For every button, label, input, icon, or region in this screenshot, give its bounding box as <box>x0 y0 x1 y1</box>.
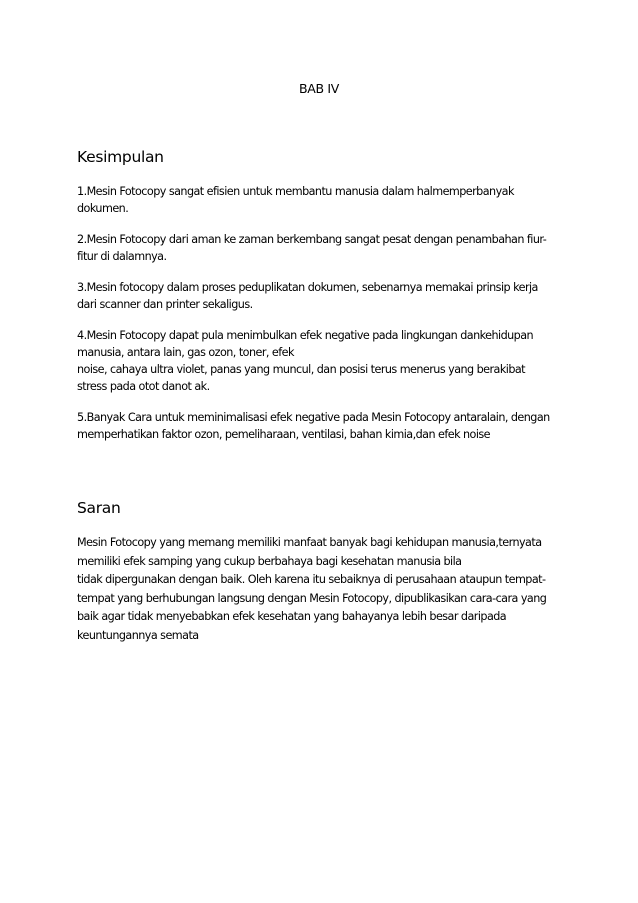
kesimpulan-item-4-line-4: stress pada otot danot ak. <box>77 380 210 393</box>
saran-line-4: tempat yang berhubungan langsung dengan Mesin Fotocopy, dipublikasikan cara-cara yang <box>77 591 547 605</box>
kesimpulan-item-4-line-2: manusia, antara lain, gas ozon, toner, efek <box>77 346 294 359</box>
saran-line-6: keuntungannya semata <box>77 628 199 642</box>
kesimpulan-list <box>77 183 572 457</box>
kesimpulan-item-5 <box>77 409 572 443</box>
saran-line-2: memiliki efek samping yang cukup berbahaya bagi kesehatan manusia bila <box>77 554 462 568</box>
saran-paragraph <box>77 534 572 645</box>
kesimpulan-heading: Kesimpulan <box>77 148 164 166</box>
kesimpulan-item-3-line-1: 3.Mesin fotocopy dalam proses peduplikatan dokumen, sebenarnya memakai prinsip kerja <box>77 281 538 294</box>
kesimpulan-item-2 <box>77 231 572 265</box>
saran-line-3: tidak dipergunakan dengan baik. Oleh karena itu sebaiknya di perusahaan ataupun tempat- <box>77 573 546 586</box>
kesimpulan-item-2-line-2: fitur di dalamnya. <box>77 250 167 263</box>
kesimpulan-item-3-line-2: dari scanner dan printer sekaligus. <box>77 298 253 311</box>
kesimpulan-item-1 <box>77 183 572 217</box>
kesimpulan-item-5-line-1: 5.Banyak Cara untuk meminimalisasi efek negative pada Mesin Fotocopy antaralain, dengan <box>77 411 550 424</box>
kesimpulan-item-1-line-2: dokumen. <box>77 202 129 215</box>
kesimpulan-item-4 <box>77 327 572 395</box>
kesimpulan-item-1-line-1: 1.Mesin Fotocopy sangat efisien untuk membantu manusia dalam halmemperbanyak <box>77 185 514 198</box>
kesimpulan-item-3 <box>77 279 572 313</box>
kesimpulan-item-4-line-1: 4.Mesin Fotocopy dapat pula menimbulkan efek negative pada lingkungan dankehidupan <box>77 329 534 342</box>
chapter-title: BAB IV <box>298 81 340 96</box>
saran-line-5: baik agar tidak menyebabkan efek kesehatan yang bahayanya lebih besar daripada <box>77 610 507 623</box>
saran-heading: Saran <box>77 499 121 517</box>
kesimpulan-item-4-line-3: noise, cahaya ultra violet, panas yang muncul, dan posisi terus menerus yang berakibat <box>77 363 526 376</box>
kesimpulan-item-2-line-1: 2.Mesin Fotocopy dari aman ke zaman berkembang sangat pesat dengan penambahan fiur- <box>77 233 547 246</box>
saran-line-1: Mesin Fotocopy yang memang memiliki manfaat banyak bagi kehidupan manusia,ternyata <box>77 536 542 549</box>
kesimpulan-item-5-line-2: memperhatikan faktor ozon, pemeliharaan, ventilasi, bahan kimia,dan efek noise <box>77 428 491 441</box>
